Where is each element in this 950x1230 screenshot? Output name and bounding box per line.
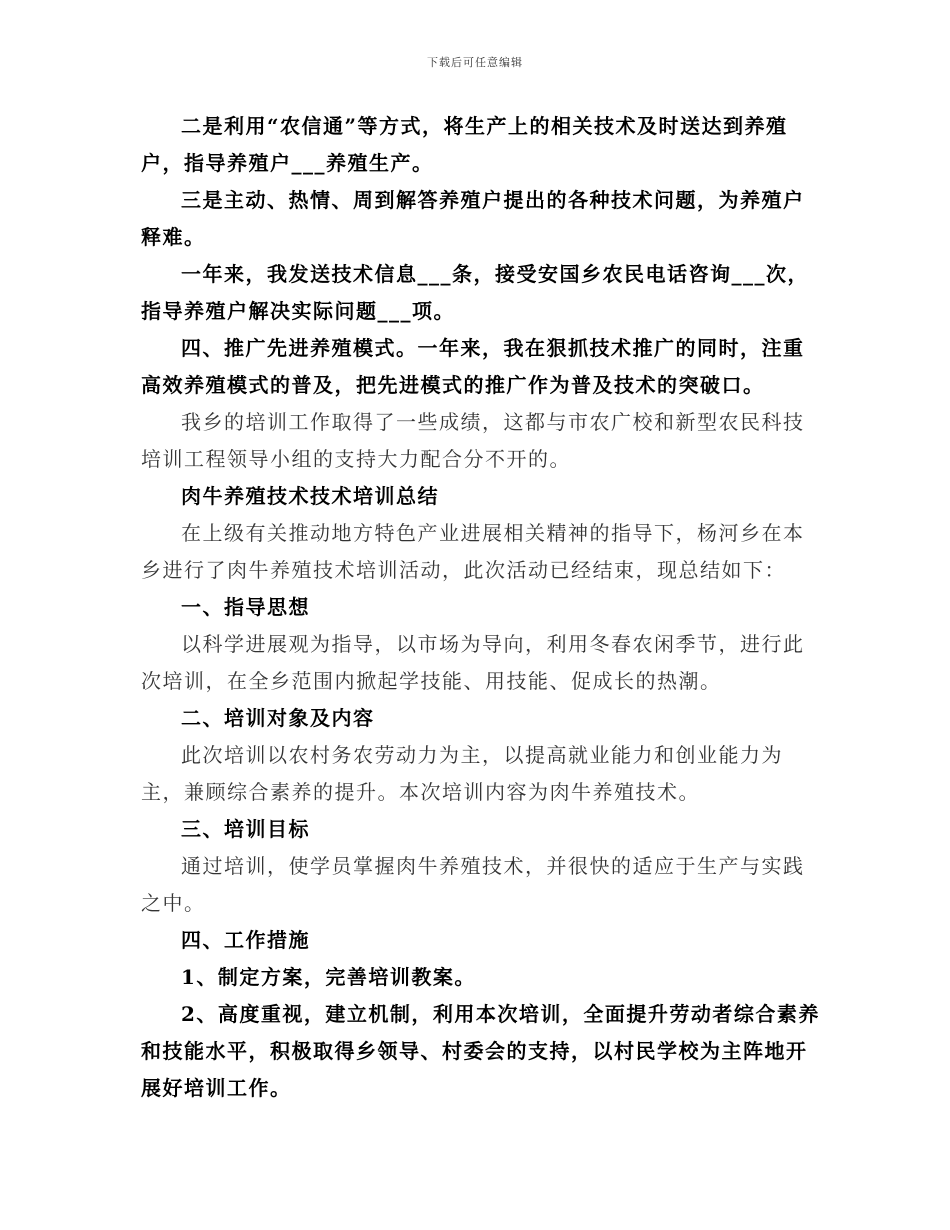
section-heading: 四、工作措施 — [181, 928, 310, 952]
section-heading: 三、培训目标 — [181, 817, 310, 841]
section-title: 肉牛养殖技术技术培训总结 — [181, 484, 439, 508]
paragraph: 通过培训，使学员掌握肉牛养殖技术，并很快的适应于生产与实践之中。 — [141, 854, 805, 915]
list-item: 2、高度重视，建立机制，利用本次培训，全面提升劳动者综合素养和技能水平，积极取得乡领导、村委会的支持，以村民学校为主阵地开展好培训工作。 — [141, 1002, 820, 1100]
list-item: 1、制定方案，完善培训教案。 — [181, 965, 476, 989]
paragraph: 我乡的培训工作取得了一些成绩，这都与市农广校和新型农民科技培训工程领导小组的支持大力配合分不开的。 — [141, 410, 805, 471]
paragraph: 以科学进展观为指导，以市场为导向，利用冬春农闲季节，进行此次培训，在全乡范围内掀起学技能、用技能、促成长的热潮。 — [141, 632, 805, 693]
paragraph: 在上级有关推动地方特色产业进展相关精神的指导下，杨河乡在本乡进行了肉牛养殖技术培训活动，此次活动已经结束，现总结如下： — [141, 521, 805, 582]
paragraph: 四、推广先进养殖模式。一年来，我在狠抓技术推广的同时，注重高效养殖模式的普及，把先进模式的推广作为普及技术的突破口。 — [141, 336, 805, 397]
paragraph: 一年来，我发送技术信息___条，接受安国乡农民电话咨询___次，指导养殖户解决实际问题___项。 — [141, 262, 809, 323]
document-body — [141, 108, 821, 1107]
paragraph: 此次培训以农村务农劳动力为主，以提高就业能力和创业能力为主，兼顾综合素养的提升。本次培训内容为肉牛养殖技术。 — [141, 743, 783, 804]
section-heading: 一、指导思想 — [181, 595, 310, 619]
paragraph: 三是主动、热情、周到解答养殖户提出的各种技术问题，为养殖户释难。 — [141, 188, 805, 249]
paragraph: 二是利用“农信通”等方式，将生产上的相关技术及时送达到养殖户，指导养殖户___养殖生产。 — [141, 114, 788, 175]
page-header: 下载后可任意编辑 — [427, 56, 523, 69]
section-heading: 二、培训对象及内容 — [181, 706, 375, 730]
